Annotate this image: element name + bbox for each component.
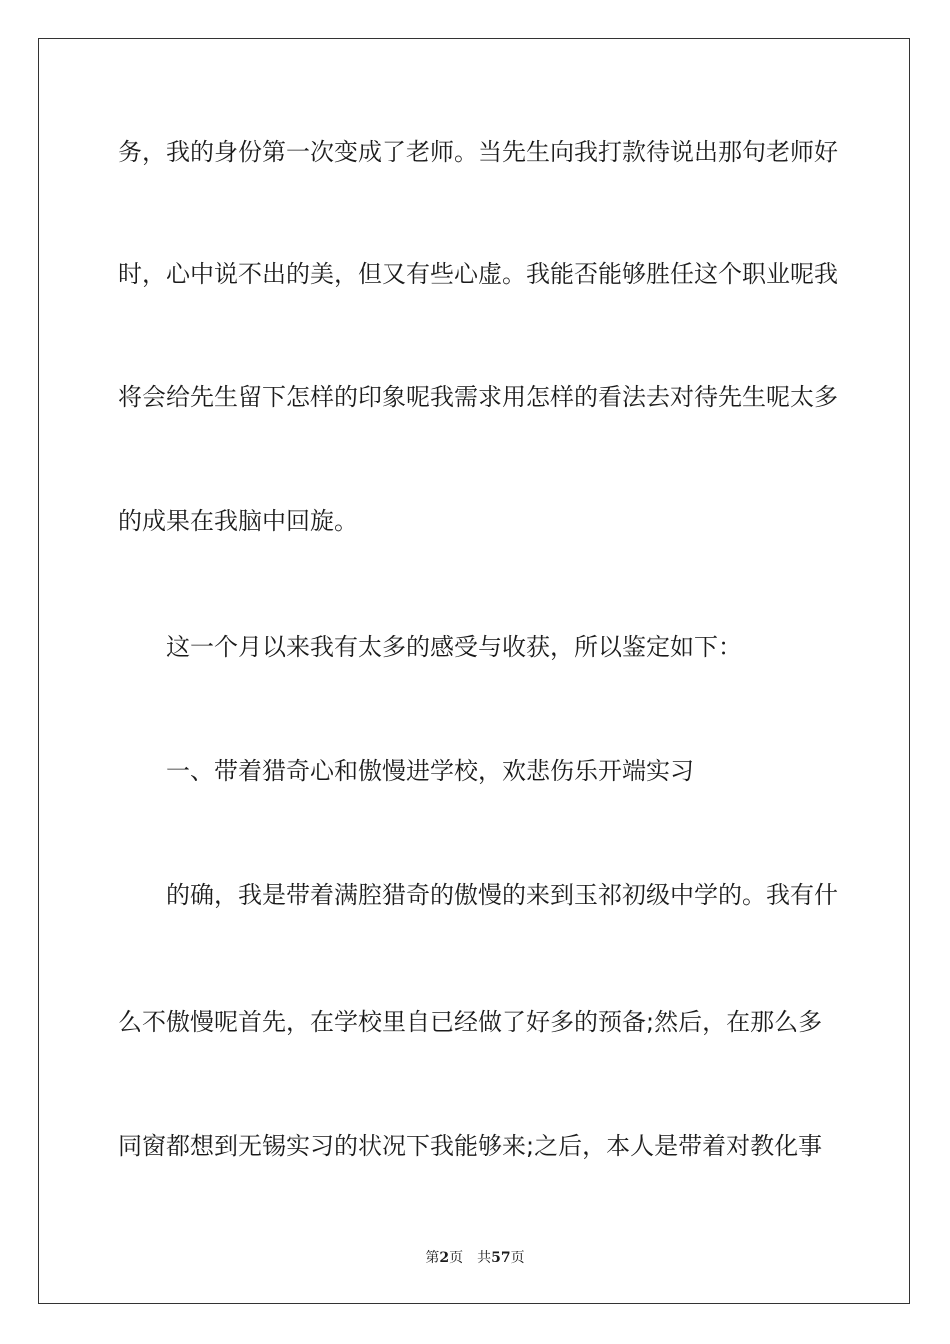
page-prefix: 第	[425, 1250, 440, 1266]
body-line-4: 的成果在我脑中回旋。	[118, 507, 358, 535]
body-line-9: 同窗都想到无锡实习的状况下我能够来;之后，本人是带着对教化事	[118, 1132, 823, 1160]
section-heading: 一、带着猎奇心和傲慢进学校，欢悲伤乐开端实习	[166, 757, 694, 785]
page-border	[38, 38, 910, 1304]
total-suffix: 页	[510, 1250, 525, 1266]
total-pages: 57	[491, 1250, 511, 1266]
page-suffix: 页	[449, 1250, 464, 1266]
page-number: 2	[439, 1250, 450, 1266]
total-prefix: 共	[477, 1250, 492, 1266]
body-line-7: 的确，我是带着满腔猎奇的傲慢的来到玉祁初级中学的。我有什	[166, 881, 838, 909]
body-line-1: 务，我的身份第一次变成了老师。当先生向我打款待说出那句老师好	[118, 138, 838, 166]
body-line-3: 将会给先生留下怎样的印象呢我需求用怎样的看法去对待先生呢太多	[118, 383, 838, 411]
body-line-8: 么不傲慢呢首先，在学校里自已经做了好多的预备;然后，在那么多	[118, 1008, 823, 1036]
body-line-2: 时，心中说不出的美，但又有些心虚。我能否能够胜任这个职业呢我	[118, 260, 838, 288]
paragraph-summary: 这一个月以来我有太多的感受与收获，所以鉴定如下：	[166, 633, 742, 661]
page-footer	[0, 1247, 950, 1267]
